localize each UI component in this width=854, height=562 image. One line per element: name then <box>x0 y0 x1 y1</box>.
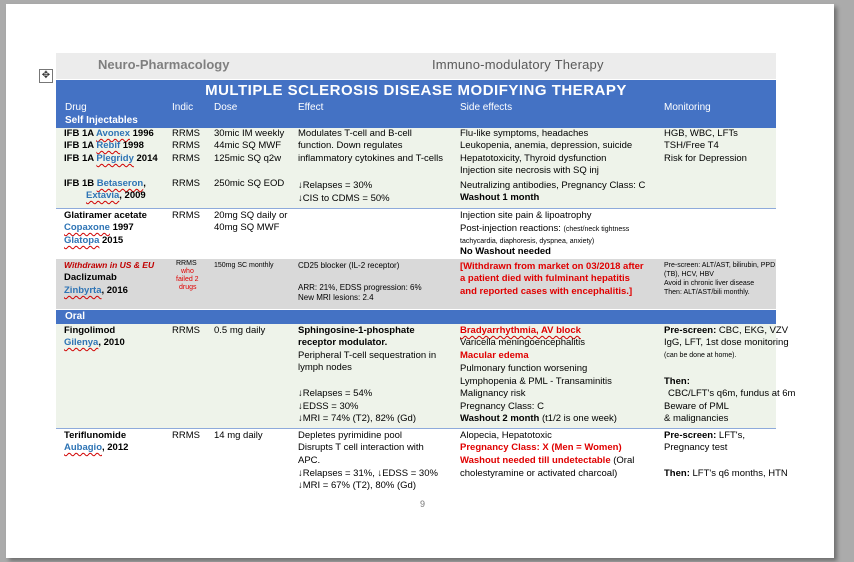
side-dacl-1: [Withdrawn from market on 03/2018 after <box>460 261 644 272</box>
drug-ifb-betaseron: IFB 1B Betaseron, <box>64 178 146 189</box>
effect-teri-5: ↓MRI = 67% (T2), 80% (Gd) <box>298 480 416 491</box>
side-fingo-2: Varicella meningoencephalitis <box>460 337 585 348</box>
dose-glatiramer-2: 40mg SQ MWF <box>214 222 280 233</box>
section-oral: Oral <box>56 310 776 324</box>
indic-dacl-1: RRMS <box>176 260 197 267</box>
indic-betaseron: RRMS <box>172 178 200 189</box>
effect-fingo-3: Peripheral T-cell sequestration in <box>298 350 437 361</box>
indic-rebif: RRMS <box>172 140 200 151</box>
side-ifb-3: Hepatotoxicity, Thyroid dysfunction <box>460 153 607 164</box>
col-side-effects: Side effects <box>460 102 513 113</box>
side-ifb-4: Injection site necrosis with SQ inj <box>460 165 599 176</box>
col-indic: Indic <box>172 102 194 113</box>
effect-teri-3: APC. <box>298 455 321 466</box>
header-right: Immuno-modulatory Therapy <box>432 57 604 72</box>
effect-dacl-3: New MRI lesions: 2.4 <box>298 293 374 302</box>
effect-teri-4: ↓Relapses = 31%, ↓EDSS = 30% <box>298 468 438 479</box>
table-title: MULTIPLE SCLEROSIS DISEASE MODIFYING THERAPY <box>56 80 776 101</box>
side-teri-1: Alopecia, Hepatotoxic <box>460 430 552 441</box>
mon-teri-2: Pregnancy test <box>664 442 728 453</box>
side-glat-2: Post-injection reactions: (chest/neck tightness <box>460 223 630 234</box>
effect-fingo-6: ↓EDSS = 30% <box>298 401 359 412</box>
side-fingo-6: Malignancy risk <box>460 388 526 399</box>
effect-teri-2: Disrupts T cell interaction with <box>298 442 424 453</box>
effect-dacl-2: ARR: 21%, EDSS progression: 6% <box>298 283 422 292</box>
mon-ifb-1: HGB, WBC, LFTs <box>664 128 738 139</box>
side-fingo-4: Pulmonary function worsening <box>460 363 588 374</box>
mon-fingo-1: Pre-screen: CBC, EKG, VZV <box>664 325 789 336</box>
drug-glatopa: Glatopa 2015 <box>64 235 124 246</box>
section-self-injectables: Self Injectables <box>56 115 776 128</box>
page-number: 9 <box>420 499 426 509</box>
side-teri-4: cholestyramine or activated charcoal) <box>460 468 618 479</box>
indic-dacl-4: drugs <box>179 284 197 291</box>
indic-dacl-3: failed 2 <box>176 276 199 283</box>
indic-dacl-2: who <box>181 268 194 275</box>
effect-ifb-2: function. Down regulates <box>298 140 403 151</box>
mon-fingo-5: CBC/LFT's q6m, fundus at 6m <box>668 388 796 399</box>
washout-glat: No Washout needed <box>460 246 551 257</box>
dose-teriflunomide: 14 mg daily <box>214 430 263 441</box>
mon-fingo-6: Beware of PML <box>664 401 729 412</box>
mon-ifb-3: Risk for Depression <box>664 153 747 164</box>
indic-avonex: RRMS <box>172 128 200 139</box>
drug-fingolimod: Fingolimod <box>64 325 116 336</box>
drug-daclizumab: Daclizumab <box>64 272 117 283</box>
indic-teriflunomide: RRMS <box>172 430 200 441</box>
side-glat-3: tachycardia, diaphoresis, dyspnea, anxiety) <box>460 238 595 245</box>
drug-copaxone: Copaxone 1997 <box>64 222 134 233</box>
document-page <box>6 4 834 558</box>
effect-ifb-1: Modulates T-cell and B-cell <box>298 128 412 139</box>
effect-fingo-5: ↓Relapses = 54% <box>298 388 373 399</box>
drug-gilenya: Gilenya, 2010 <box>64 337 125 348</box>
drug-glatiramer: Glatiramer acetate <box>64 210 147 221</box>
drug-ifb-extavia: Extavia, 2009 <box>86 190 146 201</box>
side-teri-2: Pregnancy Class: X (Men = Women) <box>460 442 622 453</box>
side-fingo-3: Macular edema <box>460 350 529 361</box>
mon-fingo-2: IgG, LFT, 1st dose monitoring <box>664 337 789 348</box>
dose-betaseron: 250mic SQ EOD <box>214 178 285 189</box>
indic-glatiramer: RRMS <box>172 210 200 221</box>
dose-rebif: 44mic SQ MWF <box>214 140 282 151</box>
column-header-row <box>56 101 776 115</box>
header-left: Neuro-Pharmacology <box>98 57 230 72</box>
washout-fingo: Washout 2 month (t1/2 is one week) <box>460 413 617 424</box>
drug-ifb-avonex: IFB 1A Avonex 1996 <box>64 128 154 139</box>
effect-ifb-4: ↓Relapses = 30% <box>298 180 373 191</box>
side-fingo-7: Pregnancy Class: C <box>460 401 544 412</box>
side-ifb-5: Neutralizing antibodies, Pregnancy Class: C <box>460 180 646 191</box>
dacl-withdrawn-label: Withdrawn in US & EU <box>64 260 155 270</box>
side-fingo-1: Bradyarrhythmia, AV block <box>460 325 581 336</box>
effect-fingo-7: ↓MRI = 74% (T2), 82% (Gd) <box>298 413 416 424</box>
effect-fingo-1: Sphingosine-1-phosphate <box>298 325 415 336</box>
side-dacl-2: a patient died with fulminant hepatitis <box>460 273 630 284</box>
effect-fingo-2: receptor modulator. <box>298 337 388 348</box>
drug-zinbyrta: Zinbyrta, 2016 <box>64 285 128 296</box>
mon-fingo-7: & malignancies <box>664 413 729 424</box>
dose-dacl: 150mg SC monthly <box>214 262 274 269</box>
side-ifb-1: Flu-like symptoms, headaches <box>460 128 589 139</box>
col-dose: Dose <box>214 102 238 113</box>
dose-fingolimod: 0.5 mg daily <box>214 325 266 336</box>
dose-avonex: 30mic IM weekly <box>214 128 285 139</box>
side-ifb-2: Leukopenia, anemia, depression, suicide <box>460 140 633 151</box>
effect-teri-1: Depletes pyrimidine pool <box>298 430 403 441</box>
side-fingo-5: Lymphopenia & PML - Transaminitis <box>460 376 612 387</box>
drug-ifb-rebif: IFB 1A Rebif 1998 <box>64 140 144 151</box>
side-teri-3: Washout needed till undetectable (Oral <box>460 455 635 466</box>
col-drug: Drug <box>65 102 87 113</box>
drug-ifb-plegridy: IFB 1A Plegridy 2014 <box>64 153 158 164</box>
mon-teri-1: Pre-screen: LFT's, <box>664 430 746 441</box>
mon-teri-3: Then: LFT's q6 months, HTN <box>664 468 788 479</box>
effect-fingo-4: lymph nodes <box>298 362 352 373</box>
washout-ifb: Washout 1 month <box>460 192 540 203</box>
side-dacl-3: and reported cases with encephalitis.] <box>460 286 633 297</box>
dose-glatiramer-1: 20mg SQ daily or <box>214 210 288 221</box>
drug-teriflunomide: Teriflunomide <box>64 430 127 441</box>
mon-dacl-1: Pre-screen: ALT/AST, bilirubin, PPD <box>664 262 776 269</box>
mon-ifb-2: TSH/Free T4 <box>664 140 719 151</box>
mon-dacl-2: (TB), HCV, HBV <box>664 271 714 278</box>
effect-ifb-3: inflammatory cytokines and T-cells <box>298 153 444 164</box>
page-header <box>56 53 776 79</box>
mon-dacl-4: Then: ALT/AST/bili monthly. <box>664 289 750 296</box>
col-effect: Effect <box>298 102 324 113</box>
table-move-handle-icon[interactable]: ✥ <box>39 69 53 83</box>
indic-plegridy: RRMS <box>172 153 200 164</box>
mon-dacl-3: Avoid in chronic liver disease <box>664 280 755 287</box>
col-monitoring: Monitoring <box>664 102 711 113</box>
indic-fingolimod: RRMS <box>172 325 200 336</box>
row-glatiramer <box>56 209 776 258</box>
dose-plegridy: 125mic SQ q2w <box>214 153 282 164</box>
mon-fingo-4: Then: <box>664 376 690 387</box>
side-glat-1: Injection site pain & lipoatrophy <box>460 210 592 221</box>
effect-dacl-1: CD25 blocker (IL-2 receptor) <box>298 261 400 270</box>
drug-aubagio: Aubagio, 2012 <box>64 442 129 453</box>
effect-ifb-5: ↓CIS to CDMS = 50% <box>298 193 390 204</box>
mon-fingo-3: (can be done at home). <box>664 352 737 359</box>
